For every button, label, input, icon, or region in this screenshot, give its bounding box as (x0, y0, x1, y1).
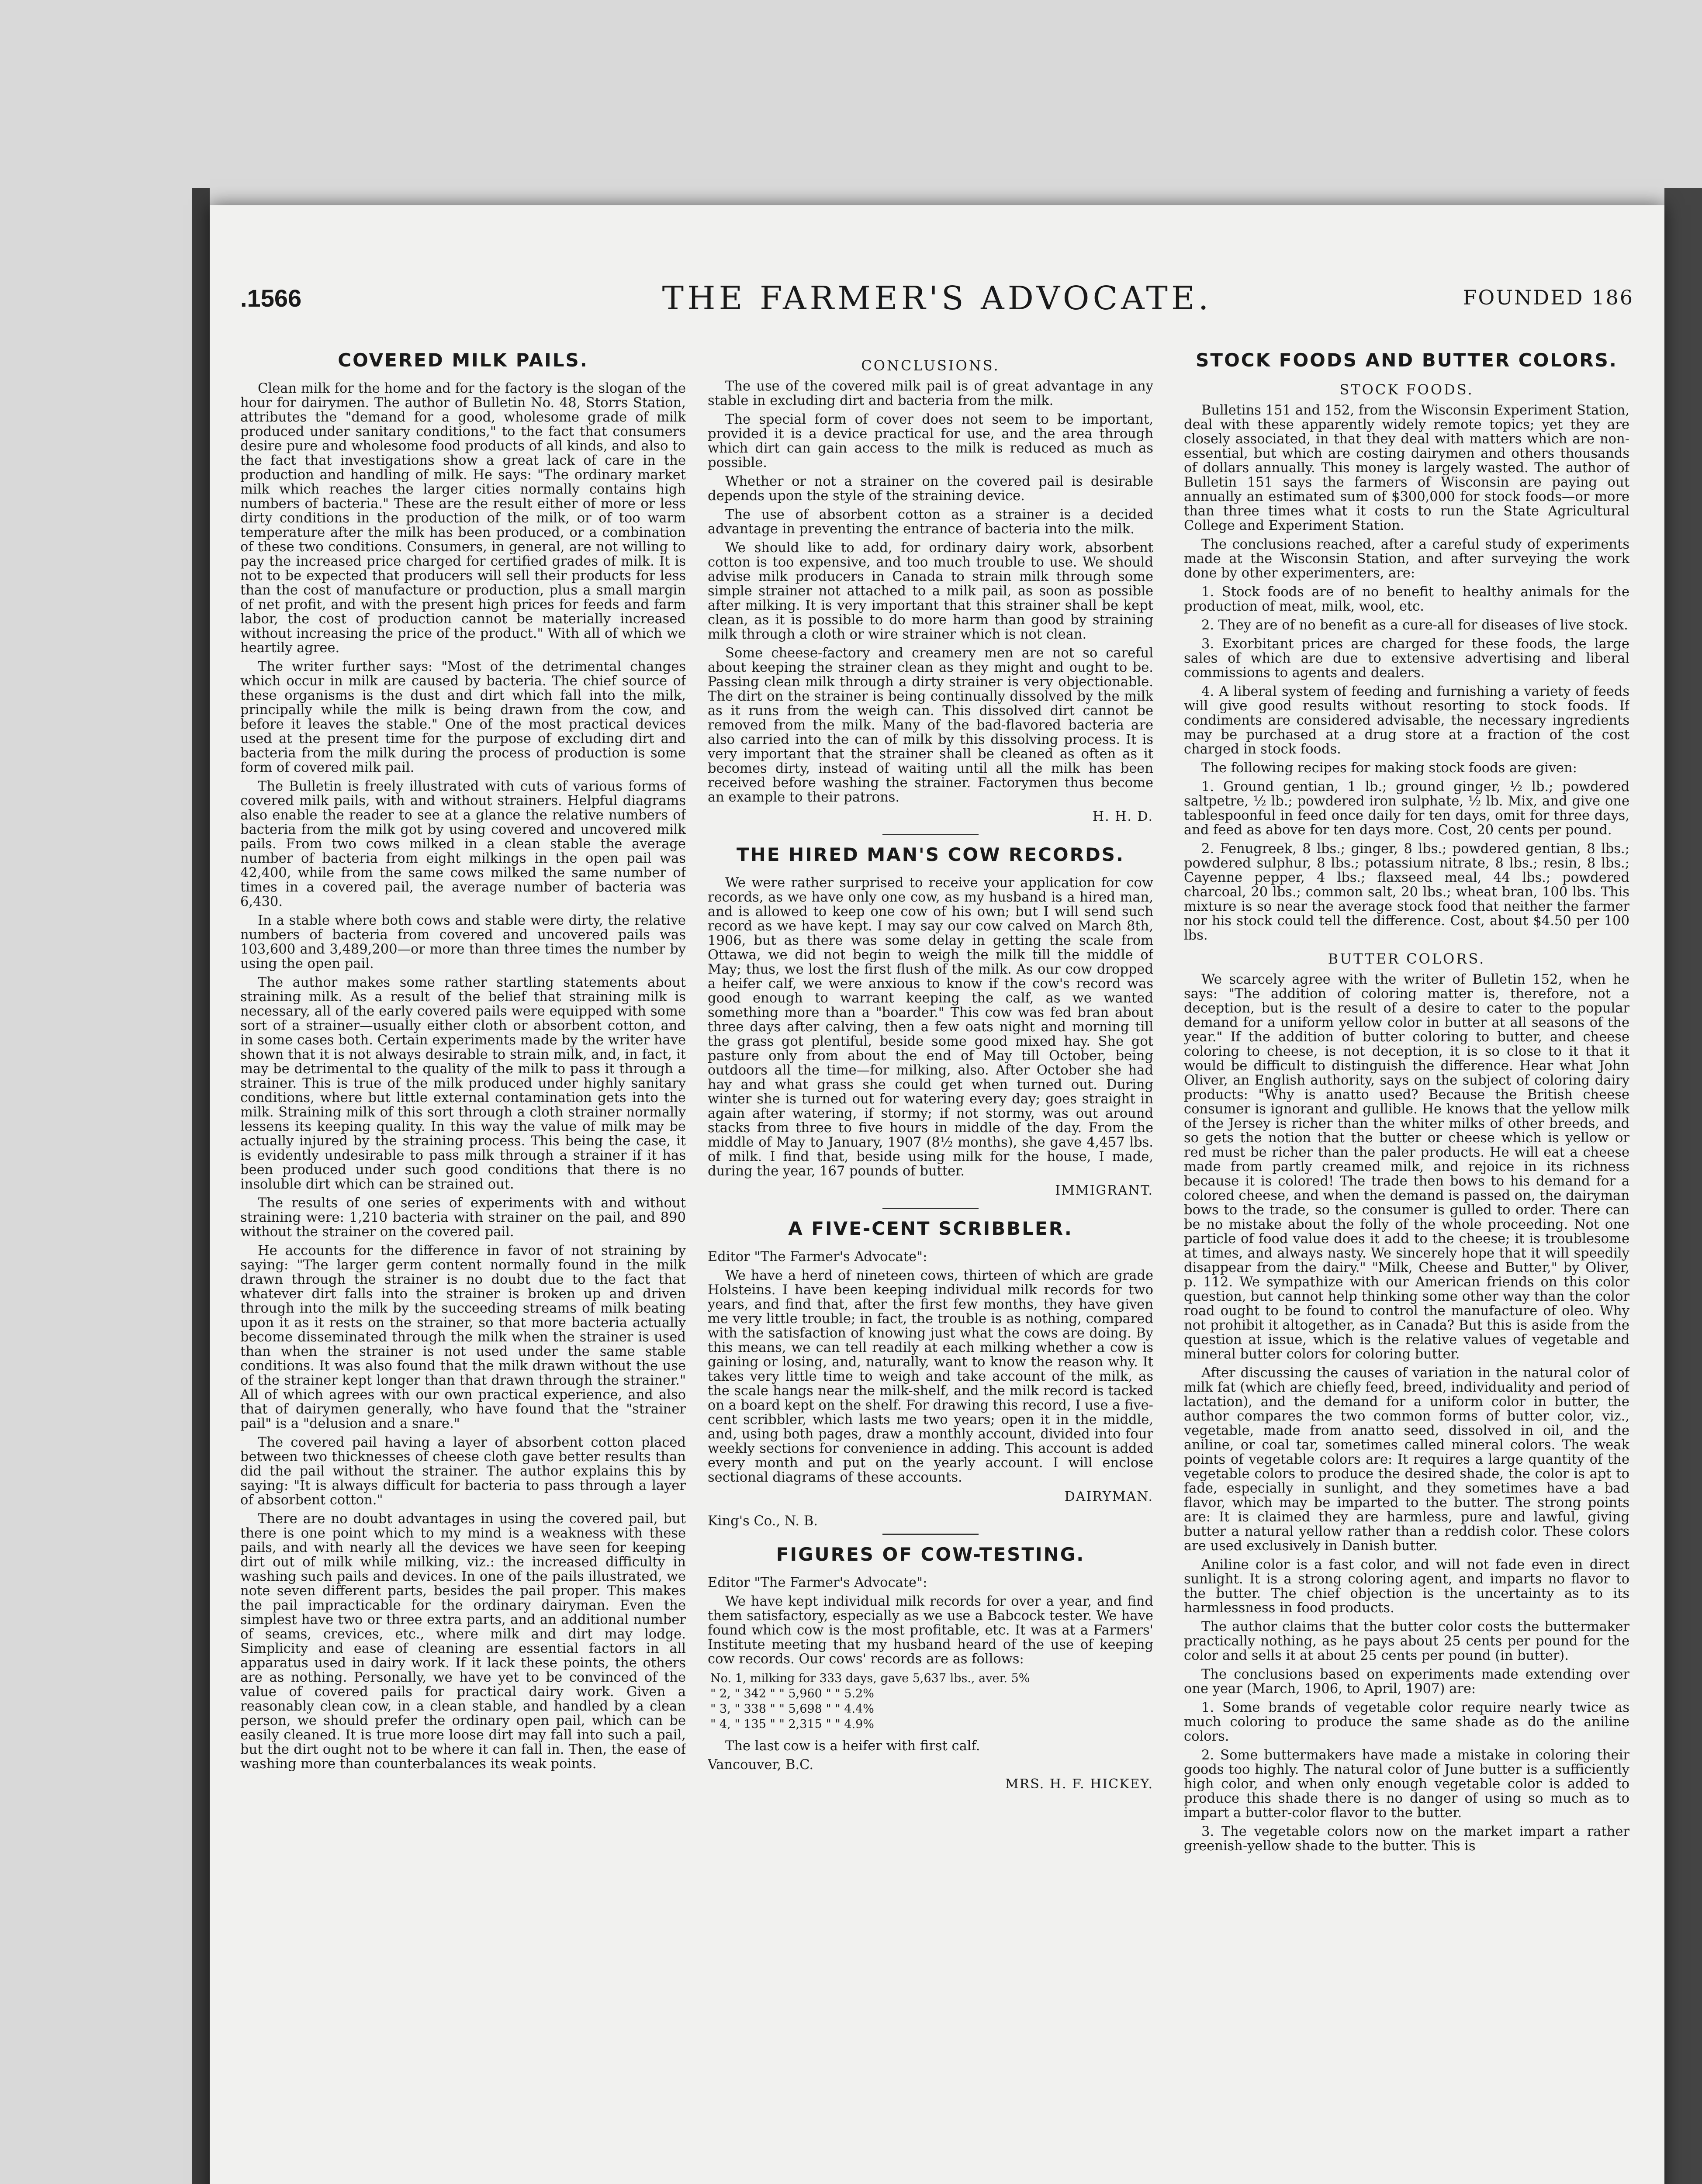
paragraph: The conclusions reached, after a careful study of experiments made at the Wisconsin Station, and after surveying the work done by other experimenters, are: (1184, 537, 1629, 581)
column-3 (1184, 349, 1629, 2184)
binding-shadow (192, 188, 210, 2184)
table-cell: " 4, " 135 " " 2,315 " " 4.9% (710, 1717, 874, 1731)
paragraph: In a stable where both cows and stable were dirty, the relative numbers of bacteria from covered and uncovered pails was 103,600 and 3,489,200—or more than three times the number by using the open pail. (240, 913, 686, 971)
next-page-edge (1664, 188, 1702, 2184)
article-title-covered-milk-pails: COVERED MILK PAILS. (338, 349, 588, 371)
paragraph: 3. The vegetable colors now on the market impart a rather greenish-yellow shade to the butter. This is (1184, 1824, 1629, 1854)
place: King's Co., N. B. (708, 1514, 818, 1529)
table-row (708, 1686, 1153, 1701)
paragraph: Whether or not a strainer on the covered pail is desirable depends upon the style of the straining device. (708, 474, 1153, 504)
table-cell: " 2, " 342 " " 5,960 " " 5.2% (710, 1687, 874, 1700)
divider (882, 1534, 979, 1535)
paragraph: Bulletins 151 and 152, from the Wisconsin Experiment Station, deal with these apparently widely remote topics; yet they are closely associated, in that they deal with matters which are non-essential, but which are costing dairymen and others thousands of dollars annually. This money is largely wasted. The author of Bulletin 151 says the farmers of Wisconsin are paying out annually an estimated sum of $300,000 for stock foods—or more than three times what it costs to run the State Agricultural College and Experiment Station. (1184, 403, 1629, 533)
table-row (708, 1717, 1153, 1732)
place: Vancouver, B.C. (708, 1757, 814, 1773)
paragraph: The following recipes for making stock foods are given: (1201, 760, 1577, 776)
paragraph: We should like to add, for ordinary dairy work, absorbent cotton is too expensive, and too much trouble to use. We should advise milk producers in Canada to strain milk through some simple strainer not attached to a milk pail, as soon as possible after milking. It is very important that this strainer shall be kept clean, as it is possible to do more harm than good by straining milk through a cloth or wire strainer which is not clean. (708, 540, 1153, 642)
paragraph: 2. They are of no benefit as a cure-all for diseases of live stock. (1201, 618, 1628, 633)
table-row (708, 1701, 1153, 1717)
divider (882, 834, 979, 835)
paragraph: The use of absorbent cotton as a strainer is a decided advantage in preventing the entrance of bacteria into the milk. (708, 507, 1153, 537)
paragraph: The use of the covered milk pail is of great advantage in any stable in excluding dirt and bacteria from the milk. (708, 379, 1153, 408)
paragraph: There are no doubt advantages in using the covered pail, but there is one point which to my mind is a weakness with these pails, and with nearly all the devices we have seen for keeping dirt out of milk while milking, viz.: the increased difficulty in washing such pails and devices. In one of the pails illustrated, we note seven different parts, besides the pail proper. This makes the pail impracticable for the ordinary dairyman. Even the simplest have two or three extra parts, and an additional number of seams, crevices, etc., where milk and dirt may lodge. Simplicity and ease of cleaning are essential factors in all apparatus used in dairy work. If it lack these points, the others are as nothing. Personally, we have yet to be convinced of the value of covered pails for practical dairy work. Given a reasonably clean cow, in a clean stable, and handled by a clean person, we should prefer the ordinary open pail, which can be easily cleaned. It is true more loose dirt may fall into such a pail, but the dirt ought not to be where it can fall in. Then, the ease of washing more than counterbalances its weak points. (240, 1511, 686, 1772)
signature: H. H. D. (1093, 809, 1153, 824)
editor-salutation: Editor "The Farmer's Advocate": (708, 1249, 927, 1265)
table-row (708, 1671, 1153, 1686)
cow-records-table (708, 1671, 1153, 1732)
paragraph: The author makes some rather startling statements about straining milk. As a result of the belief that straining milk is necessary, all of the early covered pails were equipped with some sort of a strainer—usually either cloth or absorbent cotton, and in some cases both. Certain experiments made by the writer have shown that it is not always desirable to strain milk, and, in fact, it may be detrimental to the quality of the milk to pass it through a strainer. This is true of the milk produced under highly sanitary conditions, where but little external contamination gets into the milk. Straining milk of this sort through a cloth strainer normally lessens its keeping quality. In this way the value of milk may be actually injured by the straining process. This being the case, it is evidently undesirable to pass milk through a strainer if it has been produced under such good conditions that there is no insoluble dirt which can be strained out. (240, 975, 686, 1192)
conclusions-heading: CONCLUSIONS. (861, 357, 1000, 374)
editor-salutation: Editor "The Farmer's Advocate": (708, 1575, 927, 1590)
article-title-scribbler: A FIVE-CENT SCRIBBLER. (788, 1218, 1073, 1239)
newspaper-page (210, 205, 1664, 2184)
column-1 (240, 349, 686, 2184)
article-title-cow-testing: FIGURES OF COW-TESTING. (776, 1544, 1085, 1565)
paragraph: The conclusions based on experiments made extending over one year (March, 1906, to April, 1907) are: (1184, 1667, 1629, 1697)
paragraph: 1. Some brands of vegetable color require nearly twice as much coloring to produce the same shade as do the aniline colors. (1184, 1700, 1629, 1744)
page-header (240, 280, 1634, 332)
signature: MRS. H. F. HICKEY. (1005, 1776, 1153, 1792)
paragraph: After discussing the causes of variation in the natural color of milk fat (which are chiefly feed, breed, individuality and period of lactation), and the demand for a uniform color in butter, the author compares the two common forms of butter color, viz., vegetable, made from anatto seed, dissolved in oil, and the aniline, or coal tar, sometimes called mineral colors. The weak points of vegetable colors are: It requires a large quantity of the vegetable colors to produce the desired shade, the color is apt to fade, especially in sunlight, and they sometimes have a bad flavor, which may be imparted to the butter. The strong points are: It is claimed they are harmless, pure and lawful, giving butter a natural yellow rather than a reddish color. These colors are used exclusively in Danish butter. (1184, 1365, 1629, 1554)
paragraph: The writer further says: "Most of the detrimental changes which occur in milk are caused by bacteria. The chief source of these organisms is the dust and dirt which fall into the milk, principally while the milk is being drawn from the cow, and before it leaves the stable." One of the most practical devices used at the present time for the purpose of excluding dirt and bacteria from the milk during the process of production is some form of covered milk pail. (240, 659, 686, 775)
signature: DAIRYMAN. (1064, 1489, 1153, 1504)
paragraph: 3. Exorbitant prices are charged for these foods, the large sales of which are due to extensive advertising and liberal commissions to agents and dealers. (1184, 636, 1629, 681)
paragraph: The Bulletin is freely illustrated with cuts of various forms of covered milk pails, with and without strainers. Helpful diagrams also enable the reader to see at a glance the relative numbers of bacteria from the milk got by using covered and uncovered milk pails. From two cows milked in a clean stable the average number of bacteria from eight milkings in the open pail was 42,400, while from the same cows milked the same number of times in a covered pail, the average number of bacteria was 6,430. (240, 779, 686, 909)
subheading-stock-foods: STOCK FOODS. (1339, 381, 1474, 398)
paragraph: Aniline color is a fast color, and will not fade even in direct sunlight. It is a strong coloring agent, and imparts no flavor to the butter. The chief objection is the uncertainty as to its harmlessness in food products. (1184, 1557, 1629, 1616)
signature: IMMIGRANT. (1055, 1183, 1153, 1198)
article-title-stock-foods: STOCK FOODS AND BUTTER COLORS. (1196, 349, 1618, 371)
paragraph: We scarcely agree with the writer of Bulletin 152, when he says: "The addition of coloring matter is, therefore, not a deception, but is the result of a desire to cater to the popular demand for a uniform yellow color in butter at all seasons of the year." If the addition of butter coloring to butter, and cheese coloring to cheese, is not deception, it is so close to it that it would be difficult to distinguish the difference. Hear what John Oliver, an English authority, says on the subject of coloring dairy products: "Why is anatto used? Because the British cheese consumer is ignorant and gullible. He knows that the yellow milk of the Jersey is richer than the whiter milks of other breeds, and so gets the notion that the butter or cheese which is yellow or red must be richer than the paler products. He will eat a cheese made from partly creamed milk, and rejoice in its richness because it is colored! The trade then bows to his demand for a colored cheese, and when the demand is passed on, the dairyman bows to the trade, so the consumer is gulled to order. There can be no mistake about the folly of the whole proceeding. Not one particle of food value does it add to the cheese; it is troublesome at times, and always nasty. We sincerely hope that it will speedily disappear from the dairy." "Milk, Cheese and Butter," by Oliver, p. 112. We sympathize with our American friends on this color question, but cannot help thinking some other way than the color road ought to be found to control the manufacture of oleo. Why not prohibit it altogether, as in Canada? But this is aside from the question at issue, which is the relative values of vegetable and mineral butter colors for coloring butter. (1184, 972, 1629, 1362)
paragraph: We have a herd of nineteen cows, thirteen of which are grade Holsteins. I have been keeping individual milk records for two years, and find that, after the first few months, they have given me very little trouble; in fact, the trouble is as nothing, compared with the satisfaction of knowing just what the cows are doing. By this means, we can tell readily at each milking whether a cow is gaining or losing, and, naturally, want to know the reason why. It takes very little time to weigh and take account of the milk, as the scale hangs near the milk-shelf, and the milk record is tacked on a board kept on the shelf. For drawing this record, I use a five-cent scribbler, which lasts me two years; open it in the middle, and, using both pages, draw a monthly account, divided into four weekly sections for convenience in adding. This account is added every month and put on the yearly account. I will enclose sectional diagrams of these accounts. (708, 1268, 1153, 1485)
paragraph: The last cow is a heifer with first calf. (725, 1738, 980, 1754)
paragraph: The covered pail having a layer of absorbent cotton placed between two thicknesses of cheese cloth gave better results than did the pail without the strainer. The author explains this by saying: "It is always difficult for bacteria to pass through a layer of absorbent cotton." (240, 1435, 686, 1508)
paragraph: 2. Fenugreek, 8 lbs.; ginger, 8 lbs.; powdered gentian, 8 lbs.; powdered sulphur, 8 lbs.; potassium nitrate, 8 lbs.; resin, 8 lbs.; Cayenne pepper, 4 lbs.; flaxseed meal, 44 lbs.; powdered charcoal, 20 lbs.; common salt, 20 lbs.; wheat bran, 100 lbs. This mixture is so near the average stock food that neither the farmer nor his stock could tell the difference. Cost, about $4.50 per 100 lbs. (1184, 841, 1629, 943)
paragraph: 1. Stock foods are of no benefit to healthy animals for the production of meat, milk, wool, etc. (1184, 584, 1629, 614)
masthead: THE FARMER'S ADVOCATE. (662, 280, 1212, 317)
table-cell: No. 1, milking for 333 days, gave 5,637 lbs., aver. 5% (710, 1672, 1030, 1685)
founded-label: FOUNDED 186 (1463, 286, 1634, 309)
paragraph: Some cheese-factory and creamery men are not so careful about keeping the strainer clean as they might and ought to be. Passing clean milk through a dirty strainer is very objectionable. The dirt on the strainer is being continually dissolved by the milk as it runs from the weigh can. This dissolved dirt cannot be removed from the milk. Many of the bad-flavored bacteria are also carried into the can of milk by this dissolving process. It is very important that the strainer shall be cleaned as often as it becomes dirty, instead of waiting until all the milk has been received before washing the strainer. Factorymen thus become an example to their patrons. (708, 646, 1153, 805)
paragraph: The author claims that the butter color costs the buttermaker practically nothing, as he pays about 25 cents per pound for the color and sells it at about 25 cents per pound (in butter). (1184, 1619, 1629, 1663)
column-2 (708, 349, 1153, 2184)
table-cell: " 3, " 338 " " 5,698 " " 4.4% (710, 1702, 874, 1716)
page-number: .1566 (240, 284, 302, 312)
paragraph: 4. A liberal system of feeding and furnishing a variety of feeds will give good results without resorting to stock foods. If condiments are considered advisable, the necessary ingredients may be purchased at a drug store at a fraction of the cost charged in stock foods. (1184, 684, 1629, 757)
paragraph: The special form of cover does not seem to be important, provided it is a device practical for use, and the area through which dirt can gain access to the milk is reduced as much as possible. (708, 412, 1153, 470)
paragraph: The results of one series of experiments with and without straining were: 1,210 bacteria with strainer on the pail, and 890 without the strainer on the covered pail. (240, 1196, 686, 1240)
paragraph: He accounts for the difference in favor of not straining by saying: "The larger germ content normally found in the milk drawn through the strainer is no doubt due to the fact that whatever dirt falls into the strainer is broken up and driven through into the milk by the succeeding streams of milk beating upon it as it rests on the strainer, so that more bacteria actually become disseminated through the milk when the strainer is used than when the strainer is not used under the same stable conditions. It was also found that the milk drawn without the use of the strainer kept longer than that drawn through the strainer." All of which agrees with our own practical experience, and also that of dairymen generally, who have found that the "strainer pail" is a "delusion and a snare." (240, 1243, 686, 1431)
paragraph: 1. Ground gentian, 1 lb.; ground ginger, ½ lb.; powdered saltpetre, ½ lb.; powdered iron sulphate, ½ lb. Mix, and give one tablespoonful in feed once daily for ten days, omit for three days, and feed as above for ten days more. Cost, 20 cents per pound. (1184, 779, 1629, 838)
paragraph: Clean milk for the home and for the factory is the slogan of the hour for dairymen. The author of Bulletin No. 48, Storrs Station, attributes the "demand for a good, wholesome grade of milk produced under sanitary conditions," to the fact that consumers desire pure and wholesome food products of all kinds, and also to the fact that investigations show a great lack of care in the production and handling of milk. He says: "The ordinary market milk which reaches the larger cities normally contains high numbers of bacteria." These are the result either of more or less dirty conditions in the production of the milk, or of too warm temperature after the milk has been produced, or a combination of these two conditions. Consumers, in general, are not willing to pay the increased price charged for certified grades of milk. It is not to be expected that producers will sell their products for less than the cost of manufacture or production, plus a small margin of net profit, and with the present high prices for feeds and farm labor, the cost of production cannot be materially increased without increasing the price of the product." With all of which we heartily agree. (240, 381, 686, 656)
paragraph: 2. Some buttermakers have made a mistake in coloring their goods too highly. The natural color of June butter is a sufficiently high color, and when only enough vegetable color is added to produce this shade there is no danger of using so much as to impart a butter-color flavor to the butter. (1184, 1748, 1629, 1821)
subheading-butter-colors: BUTTER COLORS. (1328, 950, 1486, 967)
article-title-hired-man: THE HIRED MAN'S COW RECORDS. (736, 844, 1125, 865)
paragraph: We were rather surprised to receive your application for cow records, as we have only one cow, as my husband is a hired man, and is allowed to keep one cow of his own; but I will send such record as we have kept. I may say our cow calved on March 8th, 1906, but as there was some delay in getting the scale from Ottawa, we did not begin to weigh the milk till the middle of May; thus, we lost the first flush of the milk. As our cow dropped a heifer calf, we were anxious to know if the cow's record was good enough to warrant keeping the calf, as we wanted something more than a "boarder." This cow was fed bran about three days after calving, then a few oats night and morning till the grass got plentiful, beside some good mixed hay. She got pasture only from about the end of May till October, being outdoors all the time—for milking, also. After October she had hay and what grass she could get when turned out. During winter she is turned out for watering every day; goes straight in again after watering, if stormy; if not stormy, was out around stacks from three to five hours in middle of the day. From the middle of May to January, 1907 (8½ months), she gave 4,457 lbs. of milk. I find that, beside using milk for the house, I made, during the year, 167 pounds of butter. (708, 875, 1153, 1179)
paragraph: We have kept individual milk records for over a year, and find them satisfactory, especially as we use a Babcock tester. We have found which cow is the most profitable, etc. It was at a Farmers' Institute meeting that my husband heard of the use of keeping cow records. Our cows' records are as follows: (708, 1594, 1153, 1667)
divider (882, 1208, 979, 1209)
